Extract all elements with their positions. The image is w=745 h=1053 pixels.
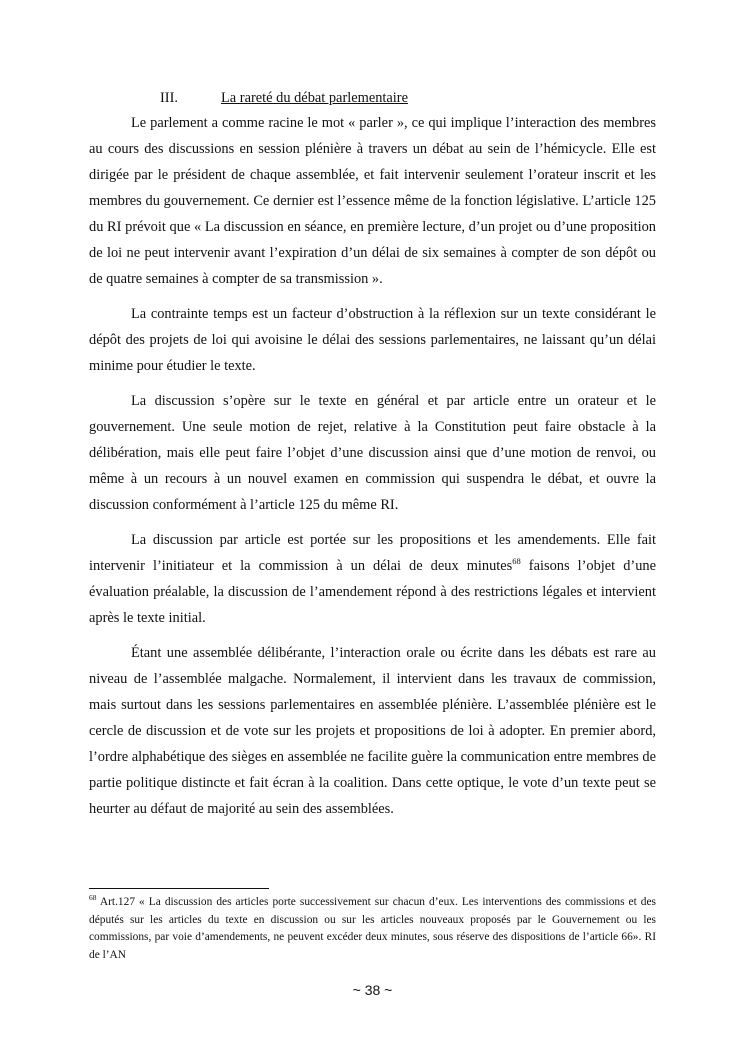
section-number: III. xyxy=(160,90,178,106)
paragraph-4-text-a: La discussion par article est portée sur les propositions et les amendements. Elle fait intervenir l’initiateur et la commission à un délai de deux minutes xyxy=(89,532,656,574)
footnote xyxy=(89,894,656,964)
footnote-separator xyxy=(89,888,269,889)
section-title: La rareté du débat parlementaire xyxy=(221,90,408,106)
paragraph-1: Le parlement a comme racine le mot « parler », ce qui implique l’interaction des membres au cours des discussions en session plénière à travers un débat au sein de l’hémicycle. Elle est dirigée par le président de chaque assemblée, et fait intervenir seulement l’orateur inscrit et les membres du gouvernement. Ce dernier est l’essence même de la fonction législative. L’article 125 du RI prévoit que « La discussion en séance, en première lecture, d’un projet ou d’une proposition de loi ne peut intervenir avant l’expiration d’un délai de six semaines à compter de son dépôt ou de quatre semaines à compter de sa transmission ». xyxy=(89,115,656,287)
section-heading xyxy=(160,88,408,108)
paragraph-3: La discussion s’opère sur le texte en général et par article entre un orateur et le gouvernement. Une seule motion de rejet, relative à la Constitution peut faire obstacle à la délibération, mais elle peut faire l’objet d’une discussion ainsi que d’une motion de renvoi, ou même à un recours à un nouvel examen en commission qui suspendra le débat, et ouvre la discussion conformément à l’article 125 du même RI. xyxy=(89,393,656,513)
footnote-reference[interactable]: 68 xyxy=(512,556,521,567)
paragraph-5: Étant une assemblée délibérante, l’interaction orale ou écrite dans les débats est rare au niveau de l’assemblée malgache. Normalement, il intervient dans les travaux de commission, mais surtout dans les sessions parlementaires en assemblée plénière. L’assemblée plénière est le cercle de discussion et de vote sur les projets et propositions de loi à adopter. En premier abord, l’ordre alphabétique des sièges en assemblée ne facilite guère la communication entre membres de partie politique distincte et fait écran à la coalition. Dans cette optique, le vote d’un texte peut se heurter au défaut de majorité au sein des assemblées. xyxy=(89,645,656,817)
paragraph-4 xyxy=(89,527,656,631)
body-text xyxy=(89,110,656,831)
paragraph-4-text-b: faisons l’objet d’une évaluation préalable, la discussion de l’amendement répond à des restrictions légales et intervient après le texte initial. xyxy=(89,558,656,626)
paragraph-2: La contrainte temps est un facteur d’obstruction à la réflexion sur un texte considérant le dépôt des projets de loi qui avoisine le délai des sessions parlementaires, ne laissant qu’un délai minime pour étudier le texte. xyxy=(89,306,656,374)
footnote-text: Art.127 « La discussion des articles porte successivement sur chacun d’eux. Les interventions des commissions et des députés sur les articles du texte en discussion ou sur les articles nouveaux proposés par le Gouvernement ou les commissions, par voie d’amendements, ne peuvent excéder deux minutes, sous réserve des dispositions de l’article 66». RI de l’AN xyxy=(89,896,656,961)
footnote-number: 68 xyxy=(89,893,97,903)
page-number: ~ 38 ~ xyxy=(352,982,393,998)
